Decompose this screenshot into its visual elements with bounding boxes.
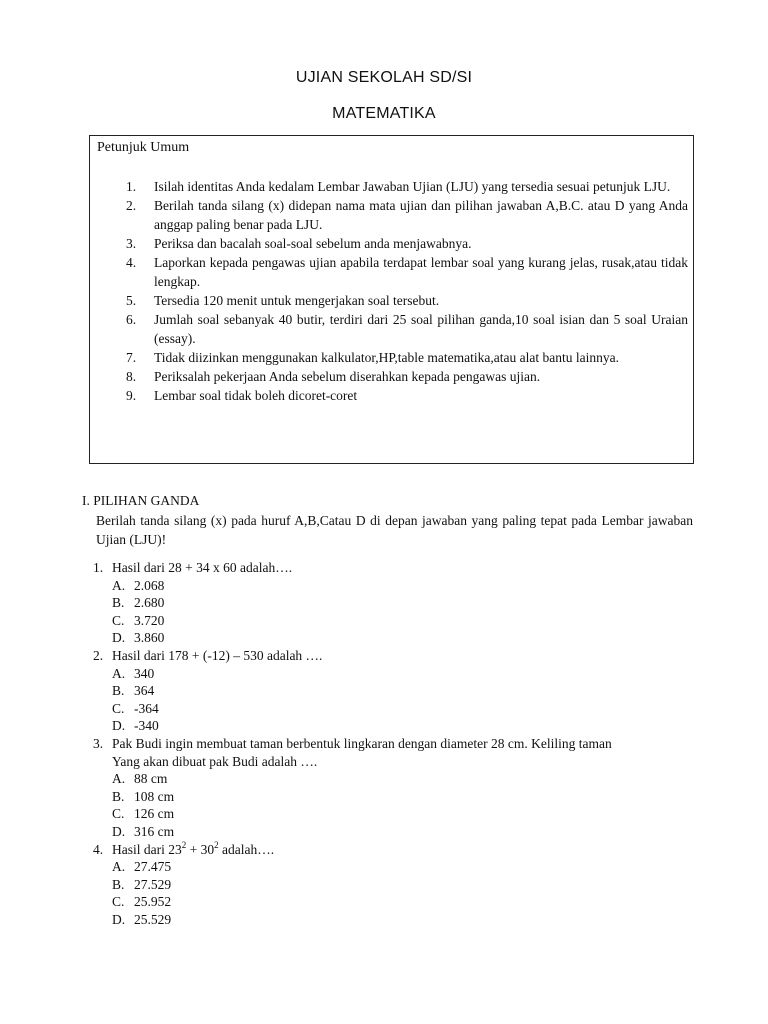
subject-title: MATEMATIKA <box>332 105 436 122</box>
instruction-text: Jumlah soal sebanyak 40 butir, terdiri dari 25 soal pilihan ganda,10 soal isian dan 5 soal Uraian (essay). <box>154 312 688 346</box>
question-number: 2. <box>93 647 104 663</box>
option-c[interactable]: C. -364 <box>112 700 159 716</box>
question-text: Hasil dari 178 + (-12) – 530 adalah …. <box>112 647 323 663</box>
instruction-text: Periksa dan bacalah soal-soal sebelum anda menjawabnya. <box>154 236 472 251</box>
instruction-text: Tidak diizinkan menggunakan kalkulator,HP,table matematika,atau alat bantu lainnya. <box>154 350 619 365</box>
instruction-item: 6. Jumlah soal sebanyak 40 butir, terdiri dari 25 soal pilihan ganda,10 soal isian dan 5 soal Uraian (essay). <box>126 312 688 346</box>
question-4 <box>93 841 693 929</box>
question-3 <box>93 735 693 841</box>
instruction-item: 3. Periksa dan bacalah soal-soal sebelum anda menjawabnya. <box>126 236 472 251</box>
option-a[interactable]: A. 27.475 <box>112 859 172 875</box>
option-c[interactable]: C. 25.952 <box>112 894 172 910</box>
option-d[interactable]: D. -340 <box>112 718 159 734</box>
question-1 <box>93 559 693 647</box>
question-text-continued: Yang akan dibuat pak Budi adalah …. <box>112 753 318 769</box>
option-d[interactable]: D. 3.860 <box>112 630 165 646</box>
instruction-item: 9. Lembar soal tidak boleh dicoret-coret <box>126 388 358 403</box>
option-list <box>112 665 693 735</box>
option-list <box>112 770 693 840</box>
option-b[interactable]: B. 108 cm <box>112 788 175 804</box>
option-b[interactable]: B. 2.680 <box>112 595 165 611</box>
instruction-item: 7. Tidak diizinkan menggunakan kalkulator,HP,table matematika,atau alat bantu lainnya. <box>126 350 619 365</box>
exponent: 2 <box>181 839 187 850</box>
question-number: 3. <box>93 735 104 751</box>
question-text: Hasil dari 28 + 34 x 60 adalah…. <box>112 560 293 575</box>
section-title: I. PILIHAN GANDA <box>82 493 200 508</box>
instruction-text: Periksalah pekerjaan Anda sebelum diserahkan kepada pengawas ujian. <box>154 369 541 384</box>
instruction-item: 5. Tersedia 120 menit untuk mengerjakan soal tersebut. <box>126 293 440 308</box>
instruction-item: 4. Laporkan kepada pengawas ujian apabila terdapat lembar soal yang kurang jelas, rusak,atau tidak lengkap. <box>126 255 688 289</box>
instruction-text: Isilah identitas Anda kedalam Lembar Jawaban Ujian (LJU) yang tersedia sesuai petunjuk LJU. <box>154 179 671 194</box>
instruction-text: Berilah tanda silang (x) didepan nama mata ujian dan pilihan jawaban A,B.C. atau D yang Anda anggap paling benar pada LJU. <box>154 198 688 232</box>
option-d[interactable]: D. 316 cm <box>112 823 175 839</box>
instructions-list <box>114 177 688 405</box>
instruction-item: 1. Isilah identitas Anda kedalam Lembar Jawaban Ujian (LJU) yang tersedia sesuai petunjuk LJU. <box>126 179 671 194</box>
option-d[interactable]: D. 25.529 <box>112 911 172 927</box>
option-a[interactable]: A. 340 <box>112 665 155 681</box>
option-b[interactable]: B. 364 <box>112 683 155 699</box>
instruction-text: Laporkan kepada pengawas ujian apabila terdapat lembar soal yang kurang jelas, rusak,atau tidak lengkap. <box>154 255 688 289</box>
instructions-box <box>89 135 694 464</box>
question-list <box>93 559 693 928</box>
instruction-item: 8. Periksalah pekerjaan Anda sebelum diserahkan kepada pengawas ujian. <box>126 369 541 384</box>
option-a[interactable]: A. 88 cm <box>112 771 168 787</box>
exponent: 2 <box>214 839 219 850</box>
question-number: 1. <box>93 560 104 575</box>
option-list <box>112 858 693 928</box>
option-a[interactable]: A. 2.068 <box>112 577 165 593</box>
instruction-item: 2. Berilah tanda silang (x) didepan nama mata ujian dan pilihan jawaban A,B.C. atau D yang Anda anggap paling benar pada LJU. <box>126 198 688 232</box>
exam-title: UJIAN SEKOLAH SD/SI <box>295 69 473 86</box>
option-c[interactable]: C. 126 cm <box>112 806 175 822</box>
question-2 <box>93 647 693 735</box>
section-instruction: Berilah tanda silang (x) pada huruf A,B,Catau D di depan jawaban yang paling tepat pada Lembar jawaban Ujian (LJU)! <box>96 513 693 547</box>
question-text: Pak Budi ingin membuat taman berbentuk lingkaran dengan diameter 28 cm. Keliling taman <box>112 735 612 751</box>
instruction-text: Tersedia 120 menit untuk mengerjakan soal tersebut. <box>154 293 440 308</box>
option-b[interactable]: B. 27.529 <box>112 876 172 892</box>
option-list <box>112 577 693 647</box>
instruction-text: Lembar soal tidak boleh dicoret-coret <box>154 388 358 403</box>
instructions-heading: Petunjuk Umum <box>97 140 190 155</box>
question-number: 4. <box>93 841 104 857</box>
option-c[interactable]: C. 3.720 <box>112 612 165 628</box>
question-text: Hasil dari $23^2 + 30^2$ adalah…. <box>112 839 275 857</box>
